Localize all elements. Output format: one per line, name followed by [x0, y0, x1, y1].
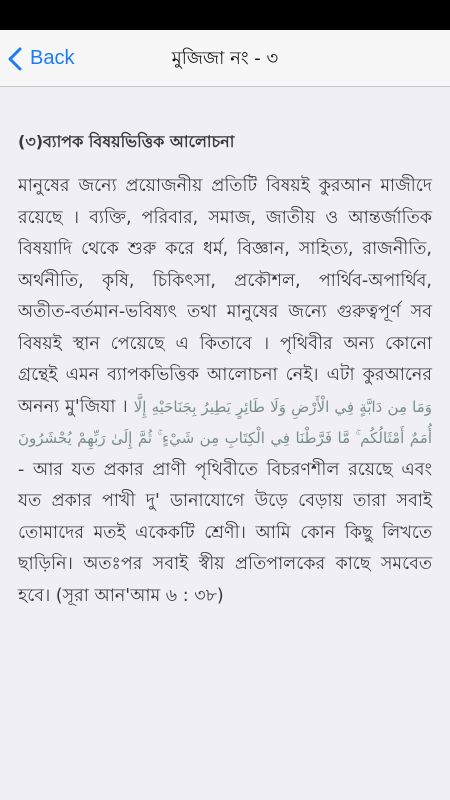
body-text-intro: মানুষের জন্যে প্রয়োজনীয় প্রতিটি বিষয়ই কুরআন মাজীদে রয়েছে । ব্যক্তি, পরিবার, সমাজ, জাতীয় ও আন্তর্জাতিক বিষয়াদি থেকে শুরু করে ধর্ম, বিজ্ঞান, সাহিত্য, রাজনীতি, অর্থনীতি, কৃষি, চিকিৎসা, প্রকৌশল, পার্থিব-অপার্থিব, অতীত-বর্তমান-ভবিষ্যৎ তথা মানুষের জন্যে গুরুত্বপূর্ণ সব বিষয়ই স্থান পেয়েছে এ কিতাবে । পৃথিবীর অন্য কোনো গ্রন্থেই এমন ব্যাপকভিত্তিক আলোচনা নেই। এটা কুরআনের অনন্য মু'জিযা ।	[18, 176, 432, 417]
status-bar	[0, 0, 450, 30]
arabic-verse: وَمَا مِن دَابَّةٍ فِي الْأَرْضِ وَلَا طَائِرٍ يَطِيرُ بِجَنَاحَيْهِ إِلَّا أُمَمٌ أَمْثَالُكُم ۚ مَّا فَرَّطْنَا فِي الْكِتَابِ مِن شَيْءٍ ۚ ثُمَّ إِلَىٰ رَبِّهِمْ يُحْشَرُونَ	[18, 397, 433, 447]
article-body	[18, 171, 432, 612]
article-content	[18, 87, 432, 612]
body-text-translation: - আর যত প্রকার প্রাণী পৃথিবীতে বিচরণশীল রয়েছে এবং যত প্রকার পাখী দু' ডানাযোগে উড়ে বেড়ায় তারা সবাই তোমাদের মতই একেকটি শ্রেণী। আমি কোন কিছু লিখতে ছাড়িনি। অতঃপর সবাই স্বীয় প্রতিপালকের কাছে সমবেত হবে। (সূরা আন'আম ৬ : ৩৮)	[18, 459, 432, 606]
back-button[interactable]	[8, 30, 74, 87]
section-heading: (৩)ব্যাপক বিষয়ভিত্তিক আলোচনা	[18, 132, 235, 151]
navigation-bar	[0, 30, 450, 87]
page-title: মুজিজা নং - ৩	[171, 48, 279, 69]
chevron-left-icon	[8, 47, 22, 71]
back-label: Back	[30, 47, 75, 69]
